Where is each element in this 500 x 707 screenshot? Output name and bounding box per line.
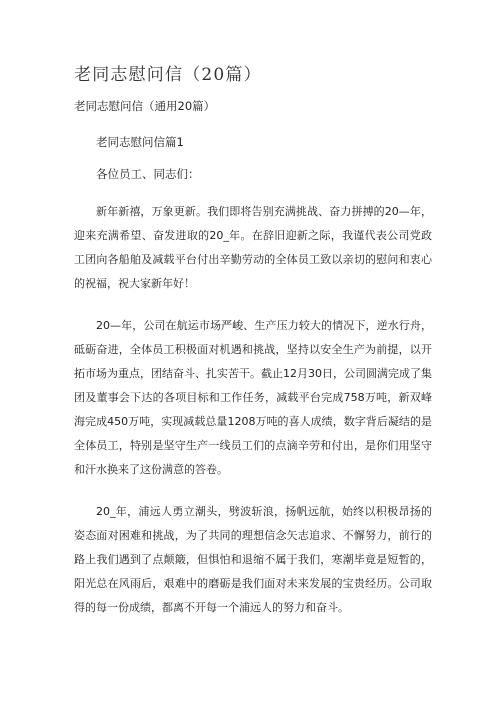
paragraph-new-year-greeting: 新年新禧，万象更新。我们即将告别充满挑战、奋力拼搏的20—年，迎来充满希望、奋发进取的20_年。在辞旧迎新之际，我谨代表公司党政工团向各船舶及减载平台付出辛勤劳动的全体员工致以亲切的慰问和衷心的祝福，祝大家新年好！ (74, 205, 432, 290)
section-title: 老同志慰问信篇1 (96, 135, 184, 149)
paragraph-spirit-and-challenges: 20_年，浦远人勇立潮头，劈波斩浪，扬帆远航，始终以积极昂扬的姿态面对困难和挑战，为了共同的理想信念矢志追求、不懈努力，前行的路上我们遇到了点颠簸，但惧怕和退缩不属于我们，寒潮毕竟是短暂的，阳光总在风雨后，艰难中的磨砺是我们面对未来发展的宝贵经历。公司取得的每一份成绩，都离不开每一个浦远人的努力和奋斗。 (74, 505, 432, 614)
paragraph-annual-results: 20—年，公司在航运市场严峻、生产压力较大的情况下，逆水行舟，砥砺奋进，全体员工积极面对机遇和挑战，坚持以安全生产为前提，以开拓市场为重点，团结奋斗、扎实苦干。截止12月30日，公司圆满完成了集团及董事会下达的各项目标和工作任务，减载平台完成758万吨，新双峰海完成450万吨，实现减载总量1208万吨的喜人成绩，数字背后凝结的是全体员工，特别是坚守生产一线员工们的点滴辛劳和付出，是你们用坚守和汗水换来了这份满意的答卷。 (74, 319, 432, 476)
document-subtitle: 老同志慰问信（通用20篇） (74, 99, 216, 113)
document-title: 老同志慰问信（20篇） (74, 65, 262, 85)
letter-greeting: 各位员工、同志们： (96, 167, 200, 181)
